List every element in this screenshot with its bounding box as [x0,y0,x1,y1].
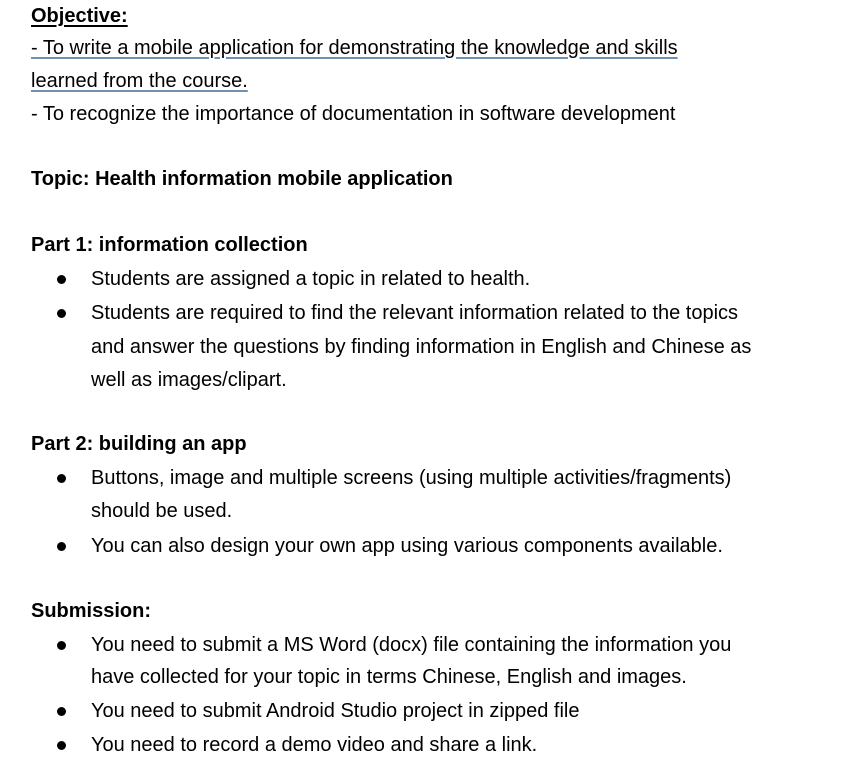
bullet-text: You need to submit Android Studio project in zipped file [91,700,580,722]
bullet-icon [57,741,66,750]
bullet-text: Students are assigned a topic in related to health. [91,268,531,290]
bullet-icon [57,309,66,318]
bullet-text: You need to submit a MS Word (docx) file containing the information you [91,634,732,656]
objective-line-3: - To recognize the importance of documentation in software development [31,103,676,125]
submission-heading: Submission: [31,600,152,622]
bullet-icon [57,275,66,284]
topic-heading: Topic: Health information mobile application [31,168,453,190]
bullet-icon [57,542,66,551]
bullet-icon [57,474,66,483]
part1-heading: Part 1: information collection [31,234,308,256]
part1-bullet2-line2: and answer the questions by finding information in English and Chinese as [91,336,752,358]
bullet-icon [57,707,66,716]
part2-heading: Part 2: building an app [31,433,247,455]
part1-bullet2-line3: well as images/clipart. [91,369,287,391]
bullet-text: You can also design your own app using various components available. [91,535,723,557]
bullet-text: You need to record a demo video and share a link. [91,734,538,756]
part2-bullet1-line2: should be used. [91,500,233,522]
bullet-text: Students are required to find the relevant information related to the topics [91,302,739,324]
objective-heading: Objective: [31,5,128,27]
bullet-text: Buttons, image and multiple screens (using multiple activities/fragments) [91,467,732,489]
objective-line-2: learned from the course. [31,70,248,92]
objective-line-1: - To write a mobile application for demonstrating the knowledge and skills [31,37,678,59]
bullet-icon [57,641,66,650]
submission-bullet1-line2: have collected for your topic in terms Chinese, English and images. [91,666,687,688]
